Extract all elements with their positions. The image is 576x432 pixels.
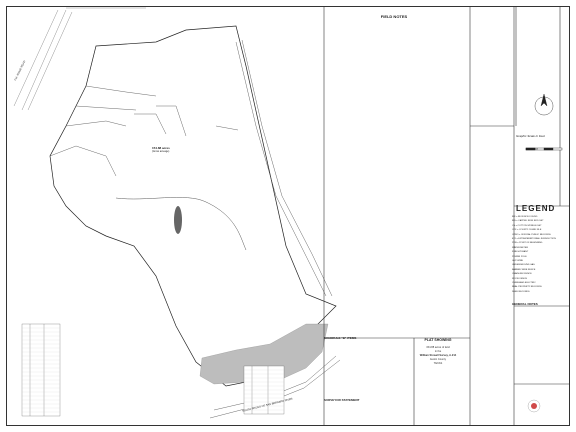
acreage-label: 154.88 acres xyxy=(152,146,170,150)
plat-showing-title: PLAT SHOWING xyxy=(424,338,452,342)
legend-item: BARBED WIRE FENCE xyxy=(512,268,536,271)
schedule-b-text xyxy=(324,342,404,396)
legend-item: FIRE HYDRANT xyxy=(512,251,529,254)
river-label: SOUTH PRONG OF SAN BERNARD RIVER xyxy=(242,397,293,413)
legend-item: CS = COTTON SPINDLE SET xyxy=(512,224,542,227)
title-county: Austin County xyxy=(429,358,447,361)
legend-item: OVERHEAD ELECTRIC xyxy=(512,282,536,284)
legend-item: GUY WIRE xyxy=(512,260,524,262)
field-notes-text-2 xyxy=(330,120,458,210)
acreage-sublabel: (Gross acreage) xyxy=(152,150,170,153)
title-state: TEXAS xyxy=(433,362,443,365)
line-table-left xyxy=(22,324,60,416)
legend-item: UNDERGROUND GAS xyxy=(512,264,535,267)
graphic-scale-label: Graphic Scale in Feet xyxy=(516,134,545,138)
legend-item: IRF = IRON ROD FOUND xyxy=(512,216,538,218)
north-arrow-icon xyxy=(535,94,553,115)
title-acreage: 154.88 acres of land xyxy=(426,346,450,349)
road-lines xyxy=(14,8,146,110)
legend-item: POB = POINT OF BEGINNING xyxy=(512,242,543,245)
field-notes-text-3 xyxy=(330,214,458,326)
pond xyxy=(174,206,182,234)
field-notes-title: FIELD NOTES xyxy=(380,14,408,19)
field-notes-text xyxy=(330,22,458,118)
legend-item: IRS = CAPPED IRON ROD SET xyxy=(512,220,544,223)
legend-item: CCF = COUNTY CLERK FILE xyxy=(512,229,542,232)
general-notes-title: GENERAL NOTES xyxy=(512,302,538,306)
title-survey: William Stowell Survey, A-214 xyxy=(419,354,457,357)
legend-item: ETJ = EXTRATERRITORIAL JURISDICTION xyxy=(512,238,556,240)
road-label: F.M. RIDGE ROAD xyxy=(14,60,27,82)
legend-item: WATER METER xyxy=(512,246,528,249)
legend-item: WOOD FENCE xyxy=(512,277,528,280)
plat-drawing xyxy=(6,6,570,426)
legend-item: POWER POLE xyxy=(512,255,527,258)
schedule-b-title: SCHEDULE "B" ITEMS xyxy=(324,336,357,340)
legend-item: CHAINLINK FENCE xyxy=(512,273,532,276)
title-in-the: in the xyxy=(434,350,442,353)
legend-item: REAL PROPERTY RECORDS xyxy=(512,286,542,289)
graphic-scale-ratio: 1" = 200' xyxy=(528,148,539,151)
surveyor-seal-icon xyxy=(528,400,540,412)
general-notes-text xyxy=(512,308,560,374)
legend-item: DEED RECORDS xyxy=(512,290,530,293)
surveyor-statement-title: SURVEYOR STATEMENT xyxy=(324,398,360,402)
surveyor-statement-text xyxy=(324,404,404,422)
legend-item: OPRO = OFFICIAL PUBLIC RECORDS xyxy=(512,233,551,236)
legend-title: LEGEND xyxy=(516,204,556,213)
